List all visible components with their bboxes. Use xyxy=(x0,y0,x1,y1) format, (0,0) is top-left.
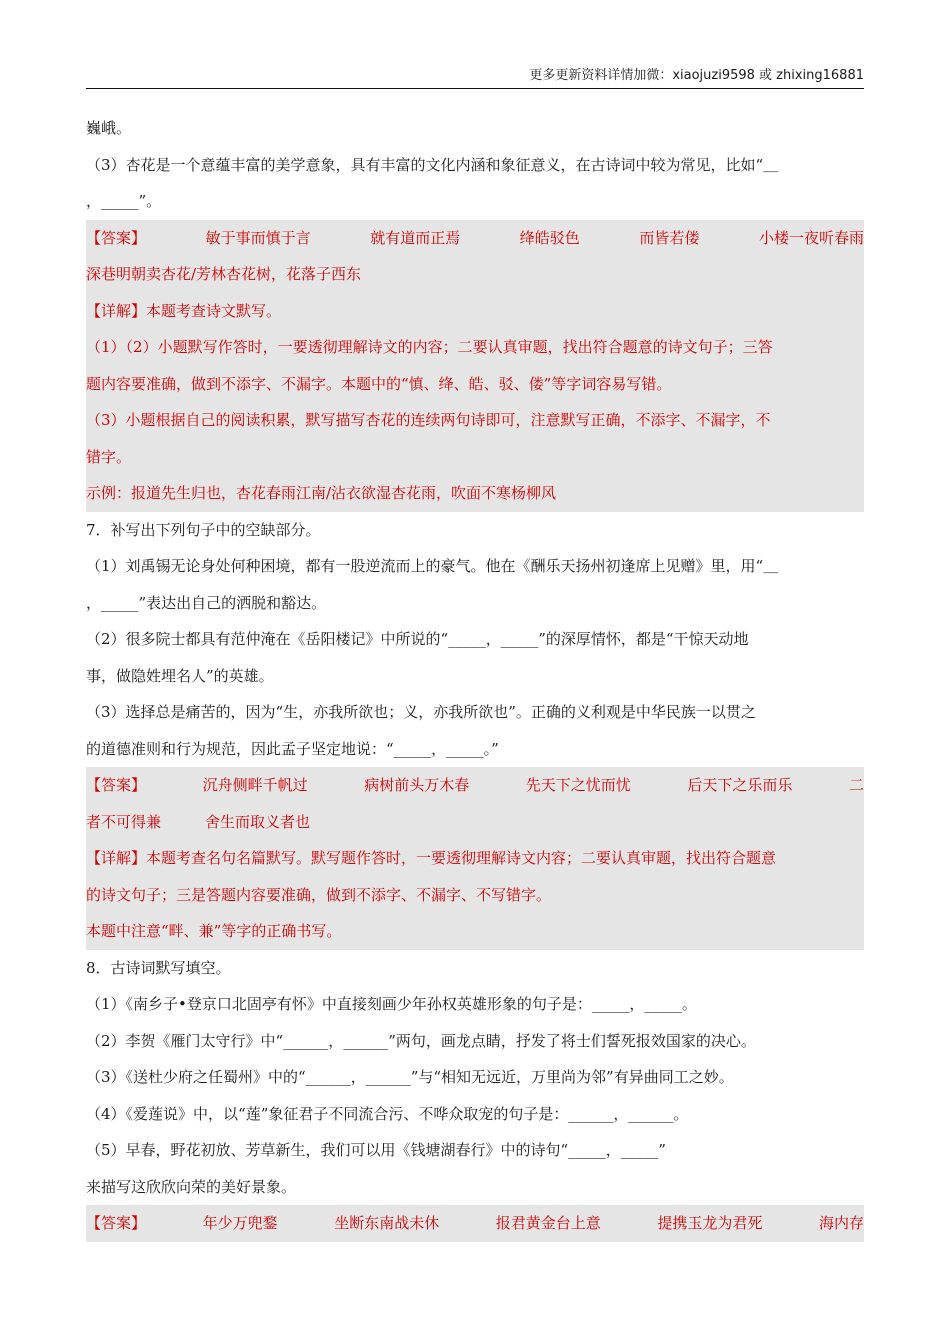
question-7-1-cont: ，_____”表达出自己的洒脱和豁达。 xyxy=(86,593,327,612)
detail-line: 的诗文句子；三是答题内容要准确，做到不添字、不漏字、不写错字。 xyxy=(86,885,552,904)
question-6-3: （3）杏花是一个意蕴丰富的美学意象，具有丰富的文化内涵和象征意义，在古诗词中较为常见，比如“＿ xyxy=(86,155,779,174)
question-7-title: 7．补写出下列句子中的空缺部分。 xyxy=(86,520,321,539)
answer-line xyxy=(86,767,864,804)
answer-item: 舍生而取义者也 xyxy=(205,812,311,831)
detail-line: （3）小题根据自己的阅读积累，默写描写杏花的连续两句诗即可，注意默写正确，不添字、不漏字，不 xyxy=(86,411,771,429)
detail-line: （1）（2）小题默写作答时，一要透彻理解诗文的内容；二要认真审题，找出符合题意的诗文句子；三答 xyxy=(86,338,773,356)
answer-line-2: 深巷明朝卖杏花/芳林杏花树，花落子西东 xyxy=(86,265,362,283)
question-7-2: （2）很多院士都具有范仲淹在《岳阳楼记》中所说的“_____，_____”的深厚情怀，都是“干惊天动地 xyxy=(86,630,749,648)
answer-item: 小楼一夜听春雨 xyxy=(758,228,864,247)
answer-line xyxy=(86,1205,864,1242)
answer-item: 先天下之忧而忧 xyxy=(525,776,631,794)
question-8-1: （1）《南乡子•登京口北固亭有怀》中直接刻画少年孙权英雄形象的句子是：_____，_____。 xyxy=(86,995,697,1013)
answer-item: 绛皓驳色 xyxy=(519,228,580,247)
text-line: 巍峨。 xyxy=(86,119,132,137)
question-7-3-cont: 的道德准则和行为规范，因此孟子坚定地说：“_____，_____。” xyxy=(86,739,499,758)
answer-item: 年少万兜鍪 xyxy=(202,1214,278,1232)
answer-item: 海内存 xyxy=(818,1214,864,1232)
answer-block-8 xyxy=(86,1205,864,1242)
answer-item: 提携玉龙为君死 xyxy=(657,1214,763,1232)
answer-line xyxy=(86,220,864,257)
answer-item: 敏于事而慎于言 xyxy=(205,228,311,247)
answer-line-2 xyxy=(86,804,864,841)
question-8-5: （5）早春，野花初放、芳草新生，我们可以用《钱塘湖春行》中的诗句“_____，_____” xyxy=(86,1141,666,1159)
document-body xyxy=(86,110,864,1242)
detail-line: 题内容要准确，做到不添字、不漏字。本题中的“慎、绛、皓、驳、偻”等字词容易写错。 xyxy=(86,374,672,393)
question-8-4: （4）《爱莲说》中，以“莲”象征君子不同流合污、不哗众取宠的句子是：______，______。 xyxy=(86,1104,689,1123)
detail-line: 本题中注意“畔、兼”等字的正确书写。 xyxy=(86,922,342,940)
question-8-2: （2）李贺《雁门太守行》中“______，______”两句，画龙点睛，抒发了将士们誓死报效国家的决心。 xyxy=(86,1031,756,1050)
detail-line: 错字。 xyxy=(86,447,132,466)
answer-label: 【答案】 xyxy=(86,1214,147,1232)
answer-label: 【答案】 xyxy=(86,228,147,247)
answer-block-7 xyxy=(86,767,864,950)
answer-label: 【答案】 xyxy=(86,776,147,794)
detail-line: 【详解】本题考查名句名篇默写。默写题作答时，一要透彻理解诗文内容；二要认真审题，找出符合题意 xyxy=(86,849,777,867)
question-8-5-cont: 来描写这欣欣向荣的美好景象。 xyxy=(86,1177,297,1196)
answer-item: 二 xyxy=(848,776,864,794)
answer-item: 后天下之乐而乐 xyxy=(687,776,793,794)
question-8-3: （3）《送杜少府之任蜀州》中的“______，______”与“相知无远近，万里尚为邻”有异曲同工之妙。 xyxy=(86,1068,734,1086)
answer-item: 坐断东南战未休 xyxy=(334,1214,440,1232)
detail-example: 示例：报道先生归也，杏花春雨江南/沾衣欲湿杏花雨，吹面不寒杨柳风 xyxy=(86,484,557,502)
answer-item: 沉舟侧畔千帆过 xyxy=(202,776,308,794)
question-7-1: （1）刘禹锡无论身处何种困境，都有一股逆流而上的豪气。他在《酬乐天扬州初逢席上见赠》里，用“＿ xyxy=(86,557,779,575)
answer-item: 病树前头万木春 xyxy=(364,776,470,794)
detail-line: 【详解】本题考查诗文默写。 xyxy=(86,301,282,320)
page-header: 更多更新资料详情加微：xiaojuzi9598 或 zhixing16881 xyxy=(86,66,864,89)
answer-item: 就有道而正焉 xyxy=(370,228,461,247)
question-6-3-cont: ，_____”。 xyxy=(86,192,162,210)
answer-item: 者不可得兼 xyxy=(86,812,162,831)
question-7-2-cont: 事，做隐姓埋名人”的英雄。 xyxy=(86,666,274,685)
answer-block-6 xyxy=(86,220,864,512)
question-8-title: 8．古诗词默写填空。 xyxy=(86,958,231,977)
question-7-3: （3）选择总是痛苦的，因为“生，亦我所欲也；义，亦我所欲也”。正确的义利观是中华民族一以贯之 xyxy=(86,703,756,721)
answer-item: 报君黄金台上意 xyxy=(495,1214,601,1232)
answer-item: 而皆若偻 xyxy=(639,228,700,247)
